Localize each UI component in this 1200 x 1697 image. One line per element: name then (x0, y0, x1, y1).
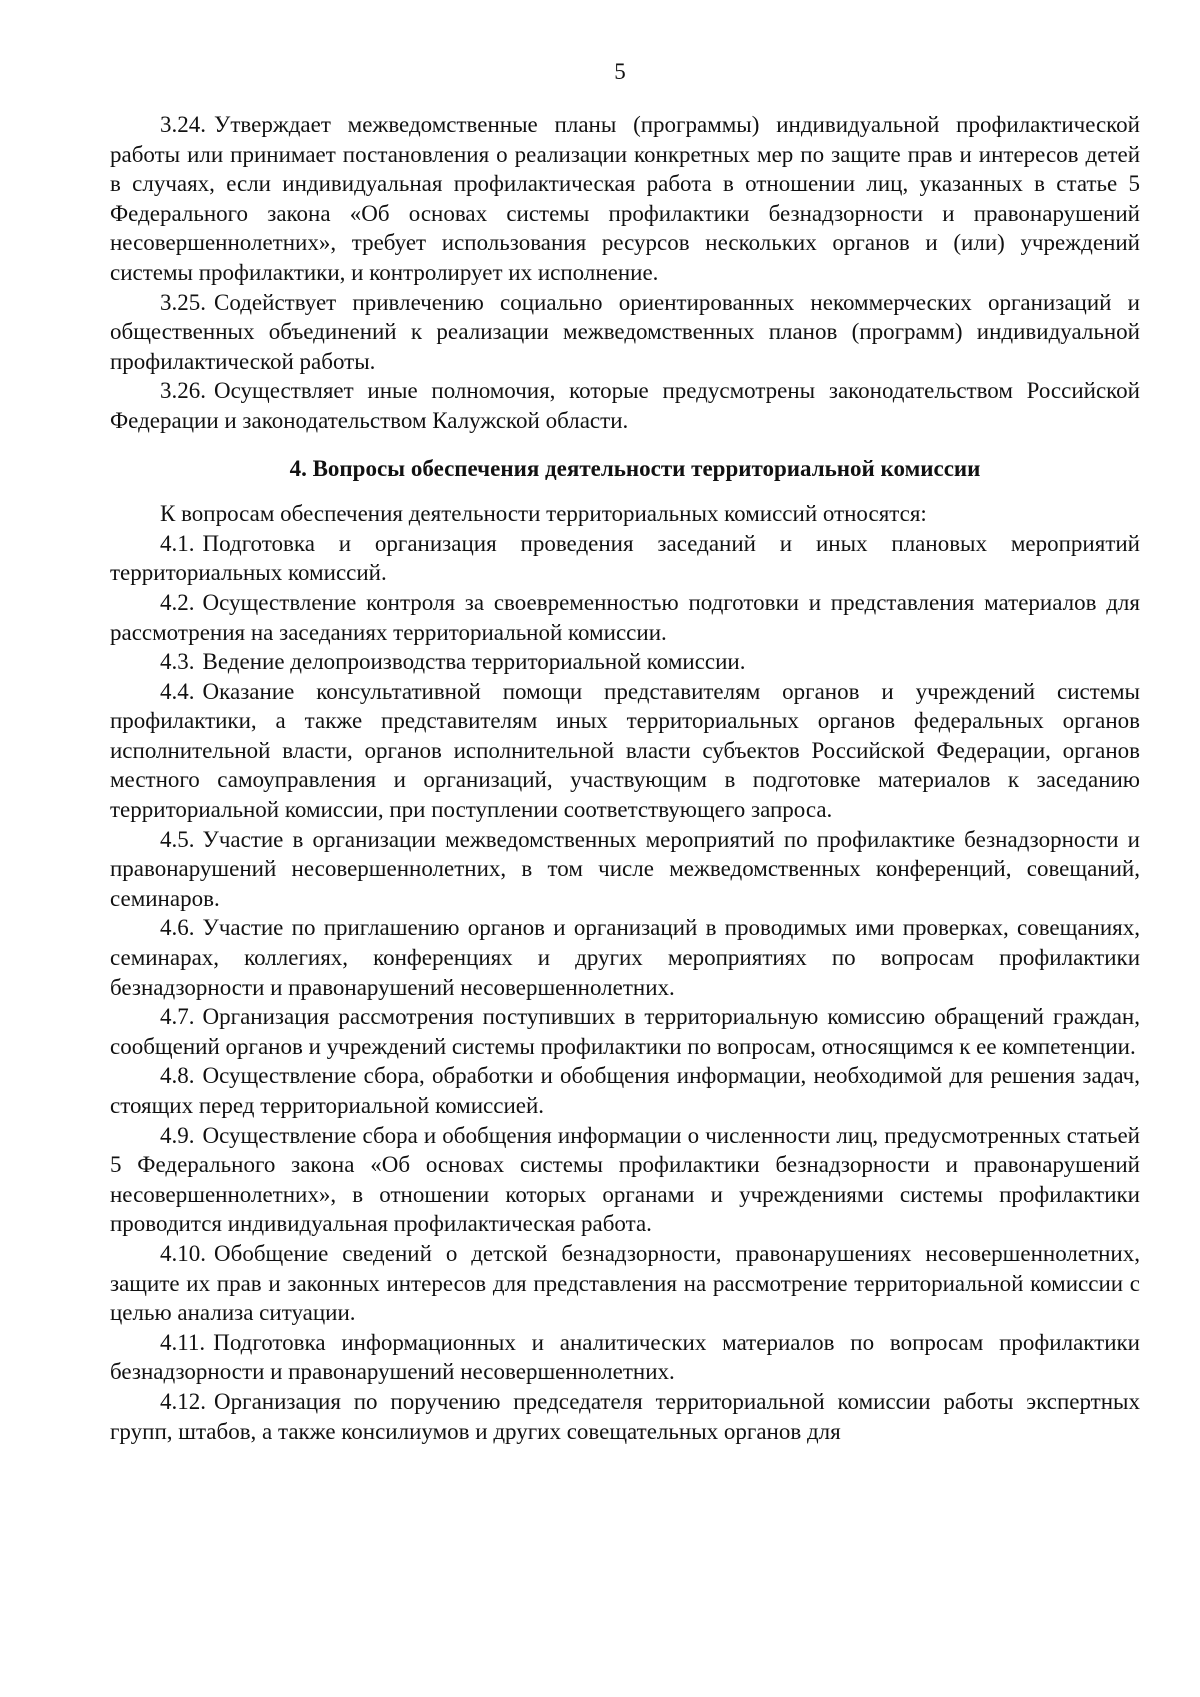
paragraph-3-26 (110, 376, 1140, 435)
item-number: 4.5. (160, 826, 195, 852)
item-number: 4.12. (160, 1388, 206, 1414)
item-text: Осуществление сбора, обработки и обобщения информации, необходимой для решения задач, стоящих перед территориальной комиссией. (110, 1063, 1140, 1118)
paragraph-4-4 (110, 677, 1140, 825)
item-number: 4.6. (160, 915, 195, 941)
item-text: Организация рассмотрения поступивших в территориальную комиссию обращений граждан, сообщений органов и учреждений системы профилактики по вопросам, относящимся к ее компетенции. (110, 1004, 1140, 1059)
item-text: Ведение делопроизводства территориальной комиссии. (202, 649, 746, 675)
item-number: 3.24. (160, 112, 206, 137)
paragraph-4-7 (110, 1002, 1140, 1061)
item-text: Осуществление сбора и обобщения информации о численности лиц, предусмотренных статьей 5 Федерального закона «Об основах системы профилактики безнадзорности и правонарушений несовершеннолетних», в отношении которых органами и учреждениями системы профилактики проводится индивидуальная профилактическая работа. (110, 1122, 1140, 1237)
item-number: 4.4. (160, 678, 195, 704)
item-number: 4.9. (160, 1122, 195, 1148)
paragraph-3-25 (110, 288, 1140, 377)
paragraph-4-5 (110, 825, 1140, 914)
item-text: Осуществление контроля за своевременностью подготовки и представления материалов для рассмотрения на заседаниях территориальной комиссии. (110, 589, 1140, 645)
paragraph-4-3 (110, 647, 1140, 677)
item-text: Подготовка и организация проведения заседаний и иных плановых мероприятий территориальных комиссий. (110, 530, 1140, 586)
paragraph-3-24 (110, 110, 1140, 288)
item-text: Обобщение сведений о детской безнадзорности, правонарушениях несовершеннолетних, защите их прав и законных интересов для представления на рассмотрение территориальной комиссии с целью анализа ситуации. (110, 1240, 1140, 1326)
item-text: Оказание консультативной помощи представителям органов и учреждений системы профилактики, а также представителям иных территориальных органов федеральных органов исполнительной власти, органов исполнительной власти субъектов Российской Федерации, органов местного самоуправления и организаций, участвующим в подготовке материалов к заседанию территориальной комиссии, при поступлении соответствующего запроса. (110, 678, 1140, 823)
document-body (110, 110, 1140, 1446)
item-text: Участие в организации межведомственных мероприятий по профилактике безнадзорности и правонарушений несовершеннолетних, в том числе межведомственных конференций, совещаний, семинаров. (110, 826, 1140, 911)
item-text: Осуществляет иные полномочия, которые предусмотрены законодательством Российской Федерации и законодательством Калужской области. (110, 378, 1140, 433)
item-text: Утверждает межведомственные планы (программы) индивидуальной профилактической работы или принимает постановления о реализации конкретных мер по защите прав и интересов детей в случаях, если индивидуальная профилактическая работа в отношении лиц, указанных в статье 5 Федерального закона «Об основах системы профилактики безнадзорности и правонарушений несовершеннолетних», требует использования ресурсов нескольких органов и (или) учреждений системы профилактики, и контролирует их исполнение. (110, 112, 1140, 285)
item-text: Организация по поручению председателя территориальной комиссии работы экспертных групп, штабов, а также консилиумов и других совещательных органов для (110, 1388, 1140, 1444)
page-number: 5 (614, 59, 626, 84)
item-number: 4.11. (160, 1329, 206, 1355)
item-number: 4.2. (160, 589, 195, 615)
item-number: 3.26. (160, 378, 206, 404)
paragraph-4-12 (110, 1387, 1140, 1446)
section-4-intro: К вопросам обеспечения деятельности территориальных комиссий относятся: (160, 501, 927, 527)
paragraph-4-1 (110, 529, 1140, 588)
item-number: 3.25. (160, 289, 206, 315)
paragraph-4-11 (110, 1328, 1140, 1387)
paragraph-4-2 (110, 588, 1140, 647)
section-4-heading: 4. Вопросы обеспечения деятельности территориальной комиссии (289, 455, 981, 481)
item-text: Участие по приглашению органов и организаций в проводимых ими проверках, совещаниях, семинарах, коллегиях, конференциях и других мероприятиях по вопросам профилактики безнадзорности и правонарушений несовершеннолетних. (110, 915, 1140, 1000)
paragraph-4-9 (110, 1121, 1140, 1239)
item-text: Содействует привлечению социально ориентированных некоммерческих организаций и общественных объединений к реализации межведомственных планов (программ) индивидуальной профилактической работы. (110, 289, 1140, 374)
item-number: 4.3. (160, 649, 195, 675)
paragraph-4-6 (110, 913, 1140, 1002)
item-number: 4.10. (160, 1240, 206, 1266)
paragraph-4-10 (110, 1239, 1140, 1328)
item-number: 4.8. (160, 1063, 195, 1089)
item-number: 4.7. (160, 1004, 195, 1030)
item-number: 4.1. (160, 530, 195, 556)
item-text: Подготовка информационных и аналитических материалов по вопросам профилактики безнадзорности и правонарушений несовершеннолетних. (110, 1329, 1140, 1385)
paragraph-4-8 (110, 1061, 1140, 1120)
